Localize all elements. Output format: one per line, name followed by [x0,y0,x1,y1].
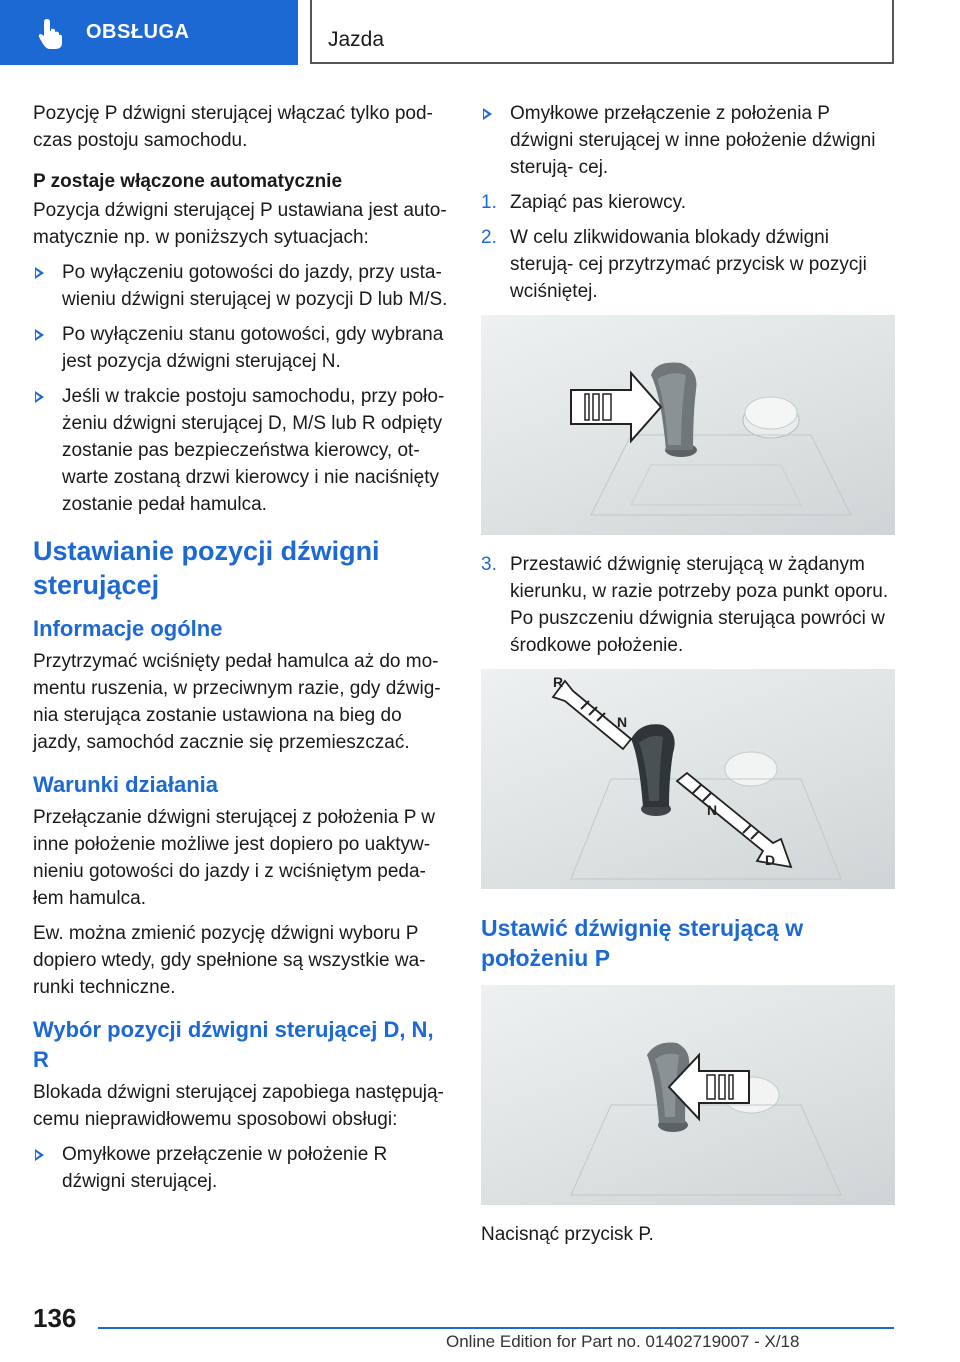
list-item-text: Omyłkowe przełączenie z położenia P dźwigni sterującej w inne położenie dźwigni sterują- cej. [510,103,876,178]
step-text: W celu zlikwidowania blokady dźwigni sterują- cej przytrzymać przycisk w pozycji wciśniętej. [510,227,867,302]
list-item [33,259,448,313]
general-heading: Informacje ogólne [33,616,223,641]
step-text: Przestawić dźwignię sterującą w żądanym kierunku, w razie potrzeby poza punkt oporu. Po puszczeniu dźwignia sterująca powróci w środkowe położenie. [510,554,889,656]
gear-direction-figure [481,669,895,889]
step-number: 3. [481,554,497,575]
select-list [33,1141,448,1195]
section-title: OBSŁUGA [86,21,190,43]
conditions-text-1: Przełączanie dźwigni sterującej z położenia P w inne położenie możliwe jest dopiero po uaktyw- nieniu gotowości do jazdy i z wciśniętym peda- łem hamulca. [33,807,436,909]
gear-label-d: D [765,852,776,868]
bullet-triangle-icon [35,391,44,403]
park-heading: Ustawić dźwignię sterującą w położeniu P [481,915,804,971]
gear-label-r: R [553,674,564,690]
gear-label-n-lower: N [707,802,718,818]
footer-edition: Online Edition for Part no. 01402719007 - X/18 [446,1332,800,1351]
steps-list-b [481,551,895,659]
auto-list [33,259,448,518]
bullet-triangle-icon [35,1149,44,1161]
park-button-figure [481,985,895,1205]
list-item [33,1141,448,1195]
list-item-text: Omyłkowe przełączenie w położenie R dźwigni sterującej. [62,1144,388,1192]
chapter-header [310,0,894,64]
bullet-triangle-icon [35,267,44,279]
step-number: 2. [481,227,497,248]
page-number: 136 [33,1303,77,1333]
list-item-text: Jeśli w trakcie postoju samochodu, przy poło- żeniu dźwigni sterującej D, M/S lub R odpięty zostanie pas bezpieczeństwa kierowcy, ot- warte zostaną drzwi kierowcy i nie naciśnięty zostanie pedał hamulca. [62,386,445,515]
list-item [33,383,448,518]
bullet-triangle-icon [35,329,44,341]
bullet-triangle-icon [483,108,492,120]
list-item [481,100,895,181]
step-number: 1. [481,192,497,213]
conditions-heading: Warunki działania [33,772,219,797]
select-heading: Wybór pozycji dźwigni sterującej D, N, R [33,1017,434,1072]
unlock-button-figure [481,315,895,535]
park-text: Nacisnąć przycisk P. [481,1224,654,1245]
setting-heading: Ustawianie pozycji dźwigni sterującej [33,536,380,600]
left-column [33,100,448,1203]
conditions-text-2: Ew. można zmienić pozycję dźwigni wyboru P dopiero wtedy, gdy spełnione są wszystkie wa- runki techniczne. [33,923,426,998]
intro-text: Pozycję P dźwigni sterującej włączać tylko pod- czas postoju samochodu. [33,103,433,151]
step-item [481,551,895,659]
list-item [33,321,448,375]
footer-rule [98,1327,894,1329]
list-item-text: Po wyłączeniu stanu gotowości, gdy wybrana jest pozycja dźwigni sterującej N. [62,324,444,372]
list-item-text: Po wyłączeniu gotowości do jazdy, przy usta- wieniu dźwigni sterującej w pozycji D lub M/S. [62,262,448,310]
auto-subtitle: P zostaje włączone automatycznie [33,171,343,192]
chapter-title: Jazda [328,28,385,51]
gear-label-n-upper: N [617,714,628,730]
step-item [481,224,895,305]
hand-pointer-icon [34,16,68,50]
general-text: Przytrzymać wciśnięty pedał hamulca aż do mo- mentu ruszenia, w przeciwnym razie, gdy dźwig- nia sterująca zostanie ustawiona na bieg do jazdy, samochód zacznie się przemieszczać. [33,651,441,753]
auto-text: Pozycja dźwigni sterującej P ustawiana jest auto- matycznie np. w poniższych sytuacjach: [33,200,447,248]
select-text: Blokada dźwigni sterującej zapobiega następują- cemu nieprawidłowemu sposobowi obsługi: [33,1082,444,1130]
section-tab[interactable] [0,0,298,65]
step-text: Zapiąć pas kierowcy. [510,192,686,213]
top-list [481,100,895,181]
steps-list-a [481,189,895,305]
right-column [481,100,895,1262]
step-item [481,189,895,216]
